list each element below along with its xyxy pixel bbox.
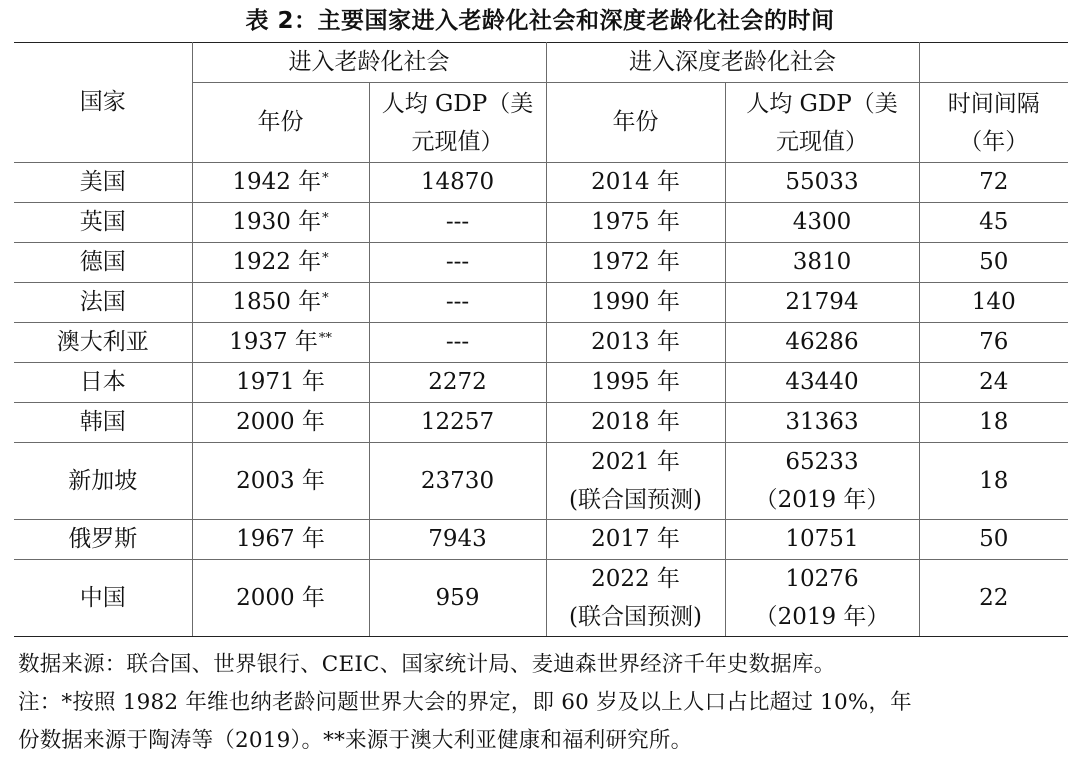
header-deep-gdp-line2: 元现值） — [776, 128, 868, 155]
aging-year-cell — [192, 163, 369, 203]
aging-year-text: 2003 年 — [236, 467, 325, 494]
interval-cell: 24 — [919, 363, 1068, 403]
footnote-mark: * — [322, 251, 329, 266]
aging-table — [14, 42, 1068, 637]
deep-gdp-cell: 4300 — [725, 203, 919, 243]
interval-cell: 18 — [919, 403, 1068, 443]
aging-year-text: 1942 年 — [232, 169, 322, 195]
header-deep-gdp-line1: 人均 GDP（美 — [746, 90, 898, 117]
aging-year-text: 1850 年 — [232, 289, 322, 315]
country-cell: 澳大利亚 — [14, 323, 192, 363]
aging-gdp-cell: 23730 — [369, 443, 546, 520]
table-row — [14, 243, 1068, 283]
aging-year-cell — [192, 403, 369, 443]
aging-gdp-cell: 12257 — [369, 403, 546, 443]
interval-cell: 140 — [919, 283, 1068, 323]
deep-year-note: (联合国预测) — [569, 487, 702, 513]
aging-year-text: 1971 年 — [236, 369, 325, 395]
deep-gdp-cell — [725, 560, 919, 637]
aging-year-cell — [192, 323, 369, 363]
country-cell: 新加坡 — [14, 443, 192, 520]
aging-year-cell — [192, 560, 369, 637]
interval-cell: 45 — [919, 203, 1068, 243]
header-deep-year: 年份 — [546, 83, 725, 163]
aging-gdp-cell: --- — [369, 203, 546, 243]
deep-gdp-cell — [725, 443, 919, 520]
aging-gdp-cell: --- — [369, 323, 546, 363]
deep-year-note: (联合国预测) — [569, 604, 702, 630]
country-cell: 美国 — [14, 163, 192, 203]
header-deep-group: 进入深度老龄化社会 — [546, 43, 919, 83]
aging-year-cell — [192, 520, 369, 560]
table-row — [14, 203, 1068, 243]
header-row-1 — [14, 43, 1068, 83]
header-interval — [919, 83, 1068, 163]
aging-year-cell — [192, 363, 369, 403]
interval-cell: 22 — [919, 560, 1068, 637]
deep-year-cell: 1972 年 — [546, 243, 725, 283]
aging-gdp-cell: --- — [369, 243, 546, 283]
interval-cell: 50 — [919, 520, 1068, 560]
table-row — [14, 283, 1068, 323]
deep-year-cell: 2014 年 — [546, 163, 725, 203]
country-cell: 韩国 — [14, 403, 192, 443]
deep-gdp-cell: 46286 — [725, 323, 919, 363]
aging-year-cell — [192, 203, 369, 243]
table-row — [14, 443, 1068, 520]
table-title: 表 2：主要国家进入老龄化社会和深度老龄化社会的时间 — [245, 8, 835, 34]
deep-year-cell — [546, 560, 725, 637]
footnote-mark: * — [322, 211, 329, 226]
aging-gdp-cell: --- — [369, 283, 546, 323]
deep-gdp-cell: 43440 — [725, 363, 919, 403]
aging-year-cell — [192, 243, 369, 283]
header-deep-gdp — [725, 83, 919, 163]
table-row — [14, 560, 1068, 637]
deep-gdp-cell: 3810 — [725, 243, 919, 283]
header-aging-gdp-line2: 元现值） — [411, 128, 504, 155]
deep-year-cell: 2017 年 — [546, 520, 725, 560]
data-source-note: 数据来源：联合国、世界银行、CEIC、国家统计局、麦迪森世界经济千年史数据库。 — [18, 652, 836, 677]
header-aging-gdp-line1: 人均 GDP（美 — [381, 90, 534, 117]
deep-gdp-cell: 10751 — [725, 520, 919, 560]
footnote-line-2: 份数据来源于陶涛等（2019）。**来源于澳大利亚健康和福利研究所。 — [18, 728, 693, 753]
interval-cell: 18 — [919, 443, 1068, 520]
deep-year-cell — [546, 443, 725, 520]
aging-year-cell — [192, 283, 369, 323]
header-interval-top — [919, 43, 1068, 83]
aging-gdp-cell: 7943 — [369, 520, 546, 560]
aging-year-text: 1930 年 — [232, 209, 322, 235]
deep-gdp-text: 10276 — [785, 566, 859, 592]
header-aging-group: 进入老龄化社会 — [192, 43, 546, 83]
deep-year-text: 2021 年 — [591, 449, 680, 475]
header-interval-line2: （年） — [959, 128, 1029, 155]
aging-year-text: 1967 年 — [236, 526, 325, 552]
header-aging-year: 年份 — [192, 83, 369, 163]
footnote-mark: * — [322, 171, 329, 186]
table-row — [14, 363, 1068, 403]
deep-gdp-note: （2019 年） — [754, 487, 890, 513]
table-row — [14, 163, 1068, 203]
country-cell: 中国 — [14, 560, 192, 637]
header-aging-gdp — [369, 83, 546, 163]
deep-gdp-cell: 55033 — [725, 163, 919, 203]
deep-year-cell: 2018 年 — [546, 403, 725, 443]
notes — [18, 646, 1066, 760]
footnote-mark: * — [322, 291, 329, 306]
deep-gdp-cell: 31363 — [725, 403, 919, 443]
aging-year-text: 2000 年 — [236, 584, 325, 611]
footnote-line-1: 注：*按照 1982 年维也纳老龄问题世界大会的界定，即 60 岁及以上人口占比超过 10%，年 — [18, 690, 912, 715]
country-cell: 俄罗斯 — [14, 520, 192, 560]
country-cell: 德国 — [14, 243, 192, 283]
deep-year-cell: 1995 年 — [546, 363, 725, 403]
table-row — [14, 403, 1068, 443]
country-cell: 日本 — [14, 363, 192, 403]
deep-year-cell: 2013 年 — [546, 323, 725, 363]
deep-year-cell: 1990 年 — [546, 283, 725, 323]
interval-cell: 72 — [919, 163, 1068, 203]
aging-year-text: 1937 年 — [229, 329, 318, 355]
aging-gdp-cell: 959 — [369, 560, 546, 637]
header-country: 国家 — [14, 43, 192, 163]
aging-year-text: 1922 年 — [232, 249, 322, 275]
aging-year-text: 2000 年 — [236, 409, 325, 435]
table-row — [14, 323, 1068, 363]
deep-year-cell: 1975 年 — [546, 203, 725, 243]
header-interval-line1: 时间间隔 — [947, 90, 1040, 117]
country-cell: 英国 — [14, 203, 192, 243]
aging-gdp-cell: 2272 — [369, 363, 546, 403]
interval-cell: 50 — [919, 243, 1068, 283]
deep-gdp-text: 65233 — [785, 449, 859, 475]
table-row — [14, 520, 1068, 560]
deep-year-text: 2022 年 — [591, 566, 680, 592]
footnote-mark: ** — [318, 331, 332, 346]
aging-year-cell — [192, 443, 369, 520]
country-cell: 法国 — [14, 283, 192, 323]
deep-gdp-cell: 21794 — [725, 283, 919, 323]
deep-gdp-note: （2019 年） — [754, 604, 890, 630]
interval-cell: 76 — [919, 323, 1068, 363]
aging-gdp-cell: 14870 — [369, 163, 546, 203]
